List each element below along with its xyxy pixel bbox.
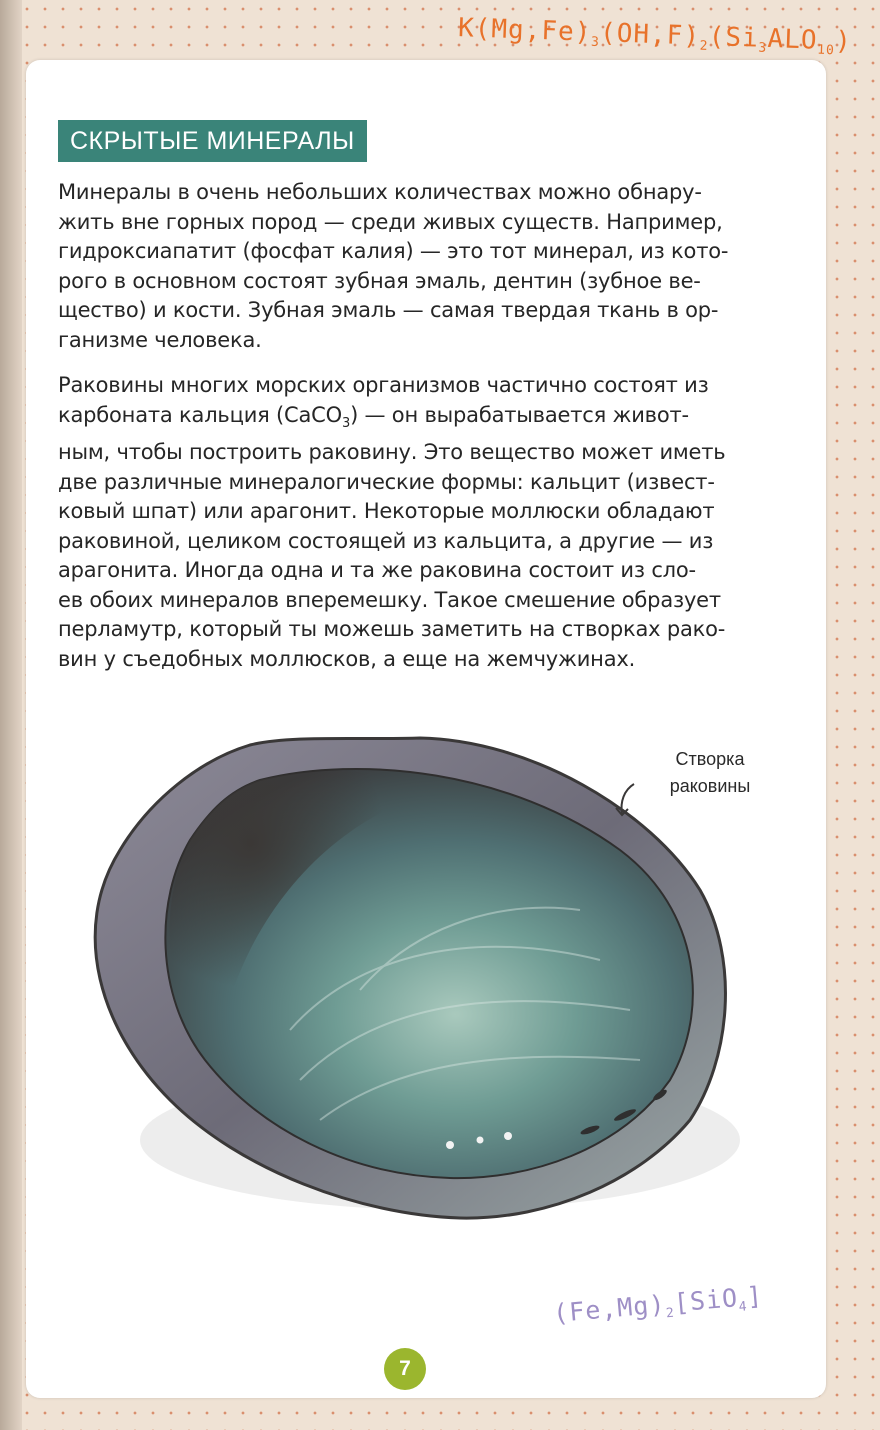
- paragraph-line: раковиной, целиком состоящей из кальцита, а другие — из: [58, 528, 714, 553]
- paragraph-line: Раковины многих морских организмов частично состоят из: [58, 373, 709, 397]
- paragraph-1: [58, 178, 766, 355]
- chemical-formula-top: $K(Mg,Fe)_3(OH,F)_2(Si_3ALO_{10})$: [457, 13, 853, 59]
- paragraph-line: перламутр, который ты можешь заметить на створках рако-: [58, 617, 726, 642]
- section-heading: СКРЫТЫЕ МИНЕРАЛЫ: [58, 120, 367, 162]
- paragraph-line: две различные минералогические формы: кальцит (извест-: [58, 469, 715, 494]
- paragraph-line: гидроксиапатит (фосфат калия) — это тот минерал, из кото-: [58, 239, 729, 263]
- paragraph-line: ев обоих минералов вперемешку. Такое смешение образует: [58, 587, 721, 612]
- page-number: 7: [384, 1348, 426, 1390]
- pointer-arrow-icon: [610, 780, 650, 820]
- paragraph-line: рого в основном состоят зубная эмаль, дентин (зубное ве-: [58, 268, 701, 293]
- paragraph-line: ковый шпат) или арагонит. Некоторые моллюски обладают: [58, 499, 715, 524]
- paragraph-line: вин у съедобных моллюсков, а еще на жемчужинах.: [58, 646, 636, 671]
- chemical-formula-bottom: $(Fe,Mg)_2[SiO_4]$: [552, 1280, 765, 1329]
- paragraph-line: арагонита. Иногда одна и та же раковина состоит из сло-: [58, 558, 696, 583]
- paragraph-line: ным, чтобы построить раковину. Это вещество может иметь: [58, 440, 726, 465]
- paragraph-line: Минералы в очень небольших количествах можно обнару-: [58, 180, 702, 204]
- label-line: Створка: [675, 749, 745, 769]
- paragraph-line: жить вне горных пород — среди живых существ. Например,: [58, 209, 723, 234]
- paragraph-line: ганизме человека.: [58, 327, 262, 352]
- shell-valve-label: [640, 746, 780, 800]
- paragraph-2: [58, 371, 766, 674]
- label-line: раковины: [669, 776, 751, 796]
- paragraph-line: щество) и кости. Зубная эмаль — самая твердая ткань в ор-: [58, 298, 719, 322]
- paragraph-line: карбоната кальция (CaCO$_3$) — он вырабатывается живот-: [58, 402, 689, 431]
- page-gutter-shadow: [0, 0, 22, 1430]
